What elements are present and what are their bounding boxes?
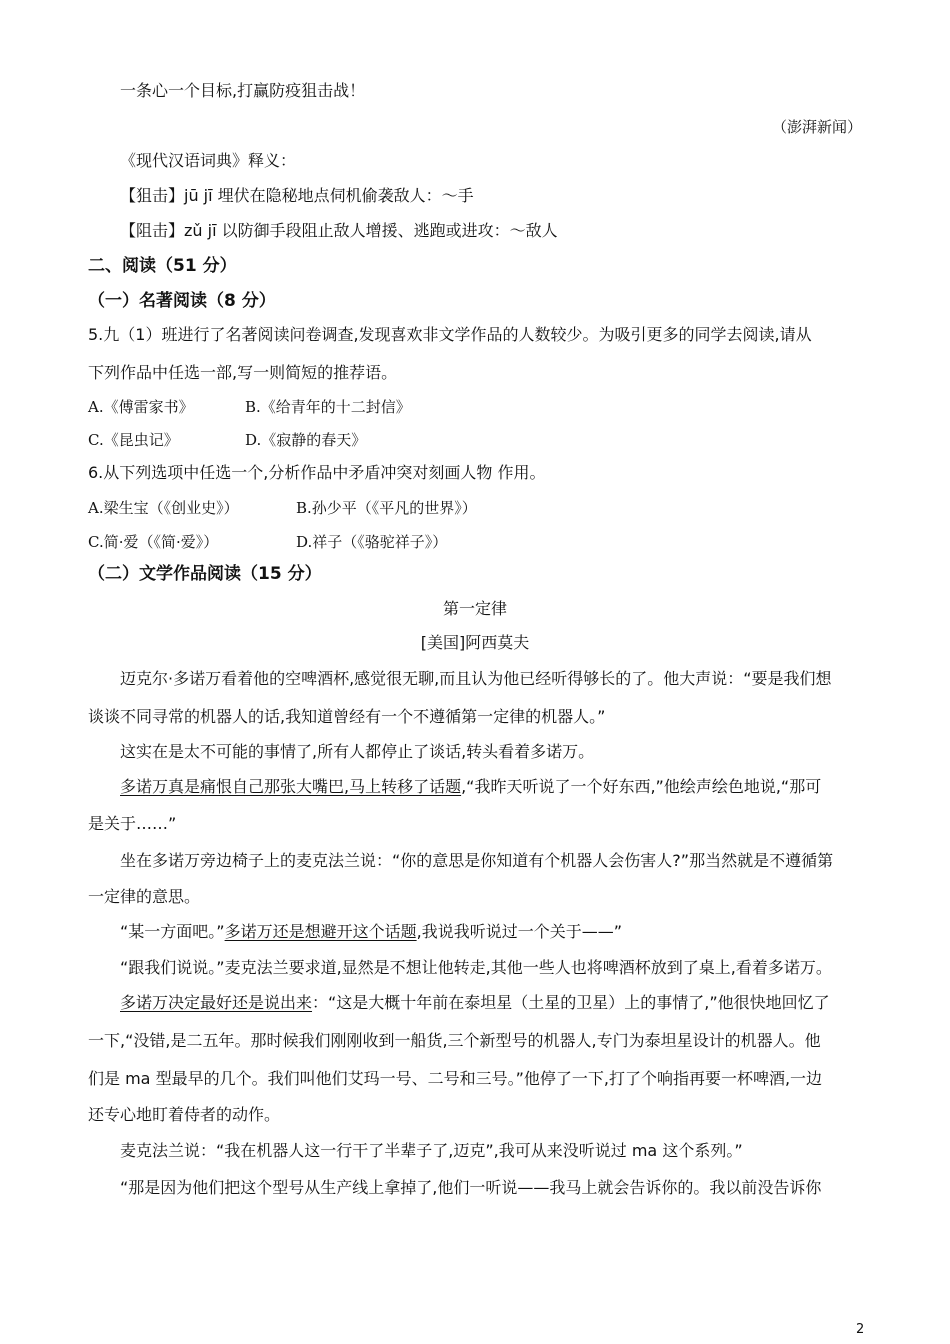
- paragraph-7-rest: ：“这是大概十年前在泰坦星（土星的卫星）上的事情了,”他很快地回忆了: [312, 993, 830, 1012]
- paragraph-4-line-2: 一定律的意思。: [88, 887, 201, 906]
- story-title: 第一定律: [442, 599, 507, 618]
- question-6-option-b: B.孙少平（《平凡的世界》）: [296, 499, 477, 517]
- question-5-line-1: 5.九（1）班进行了名著阅读问卷调查,发现喜欢非文学作品的人数较少。为吸引更多的同学去阅读,请从: [88, 325, 812, 344]
- paragraph-5: [120, 921, 622, 943]
- question-6-option-c: C.简·爱（《简·爱》）: [88, 533, 219, 551]
- paragraph-4-line-1: 坐在多诺万旁边椅子上的麦克法兰说：“你的意思是你知道有个机器人会伤害人?”那当然就是不遵循第: [120, 851, 834, 870]
- dictionary-entry-zuji: 【阻击】zǔ jī 以防御手段阻止敌人增援、逃跑或进攻：～敌人: [120, 221, 558, 240]
- paragraph-7-line-1: [120, 992, 830, 1014]
- paragraph-1-line-2: 谈谈不同寻常的机器人的话,我知道曾经有一个不遵循第一定律的机器人。”: [88, 707, 606, 726]
- question-5-option-c: C.《昆虫记》: [88, 431, 179, 449]
- paragraph-3-line-2: 是关于……”: [88, 814, 177, 833]
- question-5-option-b: B.《给青年的十二封信》: [245, 398, 411, 416]
- subsection-heading-classics: （一）名著阅读（8 分）: [88, 291, 276, 311]
- slogan-text: 一条心一个目标,打赢防疫狙击战！: [120, 81, 366, 100]
- question-5-option-a: A.《傅雷家书》: [88, 398, 194, 416]
- subsection-heading-literature: （二）文学作品阅读（15 分）: [88, 564, 322, 584]
- paragraph-5-rest: ,我说我听说过一个关于——”: [416, 922, 622, 941]
- paragraph-3-rest: ,“我昨天听说了一个好东西,”他绘声绘色地说,“那可: [461, 777, 822, 796]
- question-6-option-d: D.祥子（《骆驼祥子》）: [296, 533, 448, 551]
- paragraph-7-line-4: 还专心地盯着侍者的动作。: [88, 1105, 281, 1124]
- paragraph-5-lead: “某一方面吧。”: [120, 922, 225, 941]
- paragraph-3-line-1: [120, 776, 821, 798]
- page-number: 2: [856, 1322, 865, 1337]
- question-6-option-a: A.梁生宝（《创业史》）: [88, 499, 239, 517]
- paragraph-1-line-1: 迈克尔·多诺万看着他的空啤酒杯,感觉很无聊,而且认为他已经听得够长的了。他大声说：“要是我们想: [120, 669, 832, 688]
- paragraph-7-line-2: 一下,“没错,是二五年。那时候我们刚刚收到一船货,三个新型号的机器人,专门为泰坦星设计的机器人。他: [88, 1031, 821, 1050]
- underlined-sentence-1: 多诺万真是痛恨自己那张大嘴巴,马上转移了话题: [120, 777, 462, 796]
- dictionary-title: 《现代汉语词典》释义：: [120, 151, 297, 170]
- question-5-option-d: D.《寂静的春天》: [245, 431, 367, 449]
- underlined-sentence-3: 多诺万决定最好还是说出来: [120, 993, 313, 1012]
- news-source: （澎湃新闻）: [772, 118, 863, 136]
- story-author: [美国]阿西莫夫: [420, 633, 530, 652]
- paragraph-2: 这实在是太不可能的事情了,所有人都停止了谈话,转头看着多诺万。: [120, 742, 595, 761]
- paragraph-6: “跟我们说说。”麦克法兰要求道,显然是不想让他转走,其他一些人也将啤酒杯放到了桌上,看着多诺万。: [120, 958, 832, 977]
- section-heading-reading: 二、阅读（51 分）: [88, 256, 237, 276]
- paragraph-7-line-3: 们是 ma 型最早的几个。我们叫他们艾玛一号、二号和三号。”他停了一下,打了个响指再要一杯啤酒,一边: [88, 1069, 823, 1088]
- paragraph-8: 麦克法兰说：“我在机器人这一行干了半辈子了,迈克”,我可从来没听说过 ma 这个系列。”: [120, 1141, 743, 1160]
- question-6-text: 6.从下列选项中任选一个,分析作品中矛盾冲突对刻画人物 作用。: [88, 463, 546, 482]
- dictionary-entry-jiji: 【狙击】jū jī 埋伏在隐秘地点伺机偷袭敌人：～手: [120, 186, 474, 205]
- underlined-sentence-2: 多诺万还是想避开这个话题: [224, 922, 417, 941]
- question-5-line-2: 下列作品中任选一部,写一则简短的推荐语。: [88, 363, 398, 382]
- paragraph-9: “那是因为他们把这个型号从生产线上拿掉了,他们一听说——我马上就会告诉你的。我以前没告诉你: [120, 1178, 822, 1197]
